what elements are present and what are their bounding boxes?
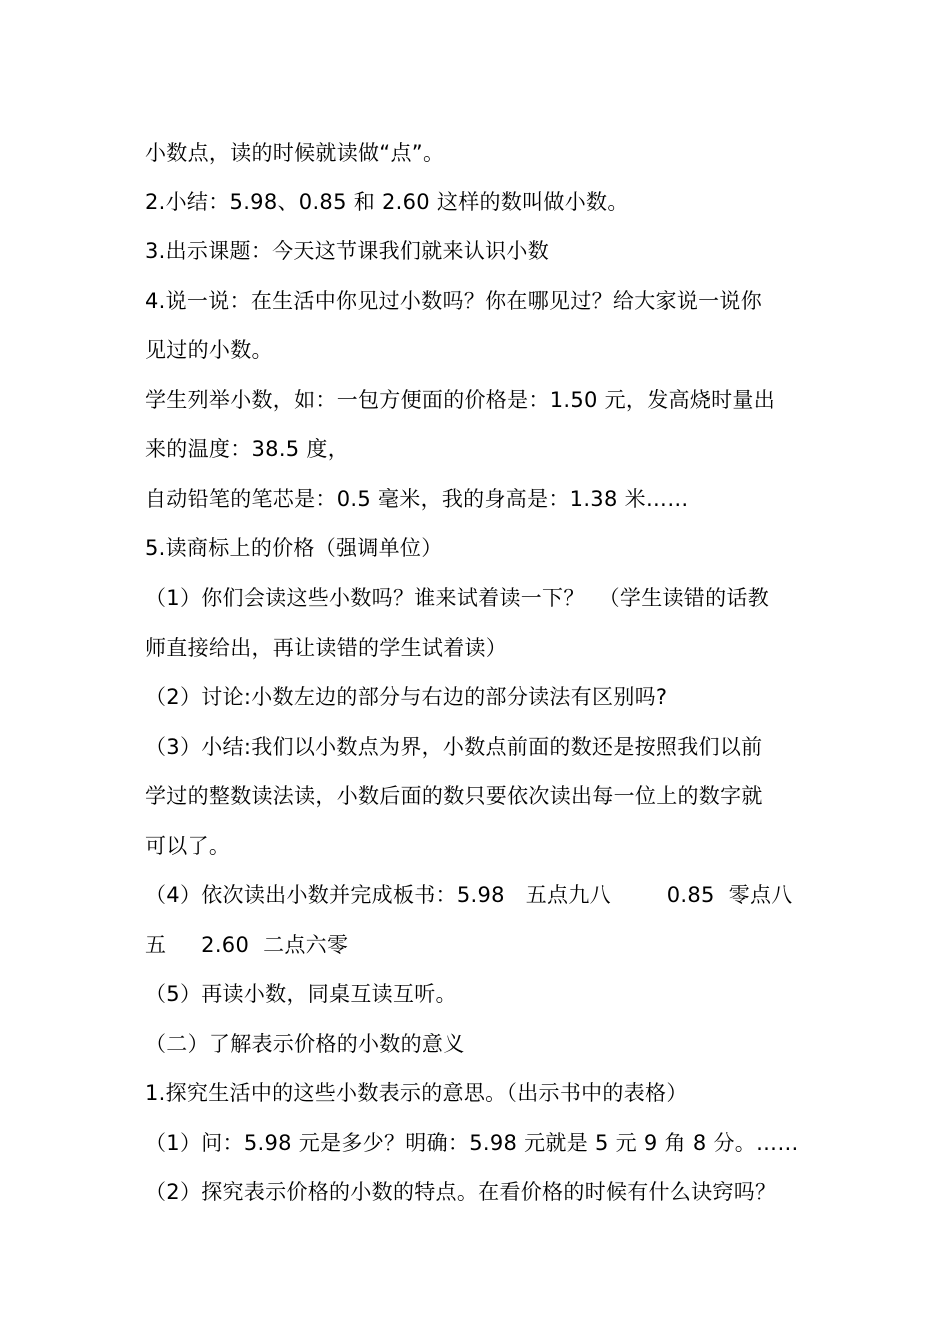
text-line: 小数点，读的时候就读做“点”。	[145, 141, 445, 165]
text-line: 师直接给出，再让读错的学生试着读）	[145, 636, 508, 660]
text-line: 来的温度：38.5 度，	[145, 437, 350, 461]
text-line: （二）了解表示价格的小数的意义	[145, 1032, 465, 1056]
text-line: 见过的小数。	[145, 338, 273, 362]
text-line: 自动铅笔的笔芯是：0.5 毫米，我的身高是：1.38 米……	[145, 487, 689, 511]
text-line: 1.探究生活中的这些小数表示的意思。（出示书中的表格）	[145, 1081, 688, 1105]
text-line: （3）小结:我们以小数点为界，小数点前面的数还是按照我们以前	[145, 735, 763, 759]
text-line: 学过的整数读法读，小数后面的数只要依次读出每一位上的数字就	[145, 784, 763, 808]
text-line: （2）讨论:小数左边的部分与右边的部分读法有区别吗?	[145, 685, 668, 709]
text-line: 4.说一说：在生活中你见过小数吗？你在哪见过？给大家说一说你	[145, 289, 763, 313]
text-line: 可以了。	[145, 834, 231, 858]
text-line: 学生列举小数，如：一包方便面的价格是：1.50 元，发高烧时量出	[145, 388, 776, 412]
text-line: （4）依次读出小数并完成板书：5.98 五点九八 0.85 零点八	[145, 883, 793, 907]
text-line: 3.出示课题：今天这节课我们就来认识小数	[145, 239, 550, 263]
text-line: （1）问：5.98 元是多少？明确：5.98 元就是 5 元 9 角 8 分。……	[145, 1131, 799, 1155]
text-line: 5.读商标上的价格（强调单位）	[145, 536, 443, 560]
text-line: 2.小结：5.98、0.85 和 2.60 这样的数叫做小数。	[145, 190, 629, 214]
text-line: （2）探究表示价格的小数的特点。在看价格的时候有什么诀窍吗？	[145, 1180, 777, 1204]
text-line: （5）再读小数，同桌互读互听。	[145, 982, 457, 1006]
text-line: 五 2.60 二点六零	[145, 933, 349, 957]
text-line: （1）你们会读这些小数吗？谁来试着读一下？ （学生读错的话教	[145, 586, 770, 610]
